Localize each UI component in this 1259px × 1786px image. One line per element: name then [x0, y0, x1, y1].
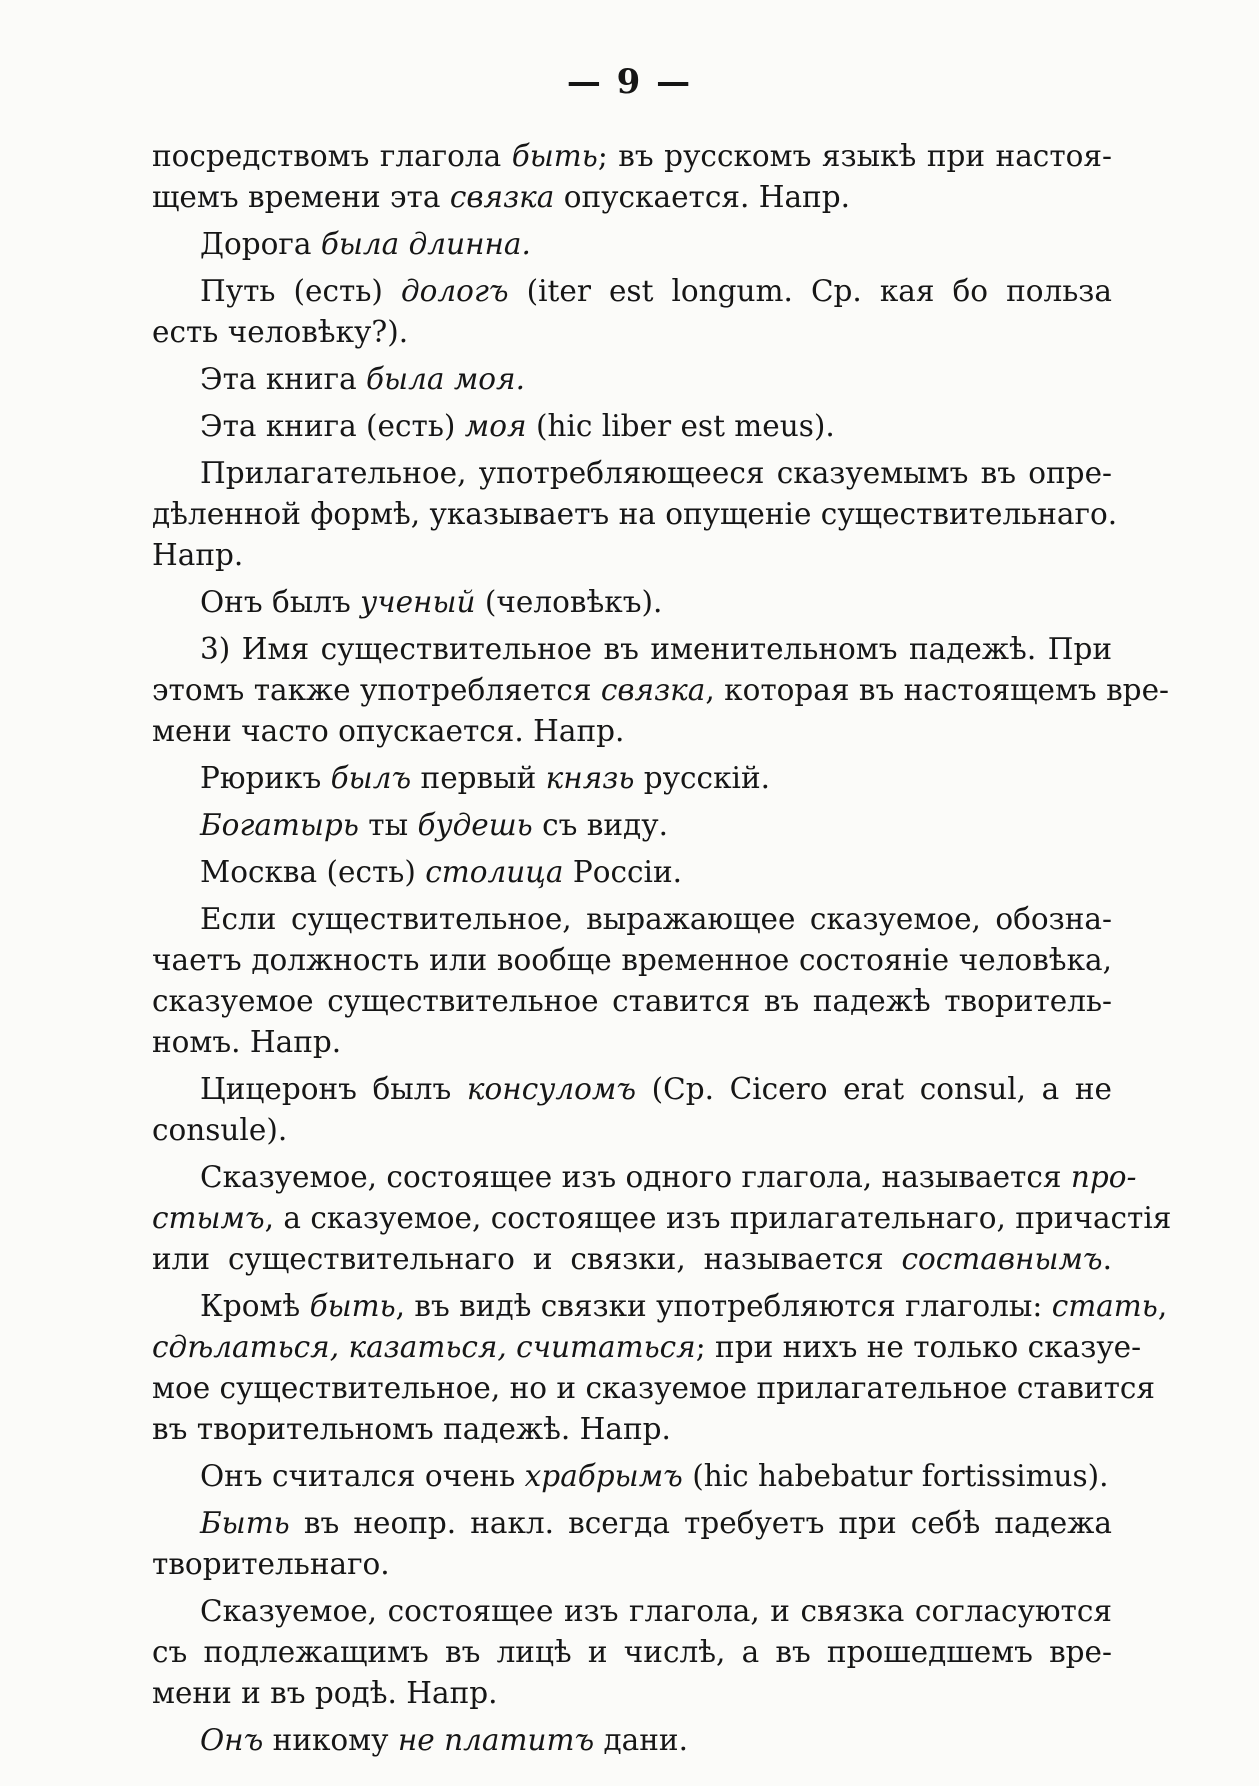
italic-term: моя	[464, 409, 527, 443]
text-run: Россіи.	[563, 855, 682, 889]
italic-term: составнымъ	[901, 1242, 1103, 1276]
text-run: въ творительномъ падежѣ. Напр.	[152, 1412, 671, 1446]
text-run: Цицеронъ былъ	[200, 1072, 467, 1106]
text-line	[152, 453, 1112, 494]
text-line	[152, 359, 1112, 400]
text-run: Кромѣ	[200, 1289, 310, 1323]
italic-term: про-	[1070, 1160, 1137, 1194]
italic-term: стымъ	[152, 1201, 265, 1235]
text-line	[152, 899, 1112, 940]
italic-term: былъ	[330, 761, 412, 795]
italic-term: князь	[545, 761, 635, 795]
text-line	[152, 1286, 1168, 1327]
text-run: Онъ считался очень	[200, 1459, 525, 1493]
italic-term: связка	[449, 180, 555, 214]
italic-term: дологъ	[400, 274, 509, 308]
text-run: чаетъ должность или вообще временное состояніе человѣка,	[152, 943, 1112, 977]
text-line	[152, 312, 1112, 353]
text-run: есть человѣку?).	[152, 315, 409, 349]
text-run: номъ. Напр.	[152, 1025, 342, 1059]
text-run: мое существительное, но и сказуемое прилагательное ставится	[152, 1371, 1156, 1405]
text-run: , которая въ настоящемъ вре-	[705, 673, 1169, 707]
text-run: 3) Имя существительное въ именительномъ падежѣ. При	[200, 632, 1112, 666]
text-run: Сказуемое, состоящее изъ глагола, и связка согласуются	[200, 1594, 1112, 1628]
text-run: (hic habebatur fortissimus).	[682, 1459, 1109, 1493]
text-line	[152, 1198, 1172, 1239]
italic-term: будешь	[417, 808, 533, 842]
text-run: ты	[358, 808, 418, 842]
text-line	[152, 582, 1112, 623]
text-run: Рюрикъ	[200, 761, 331, 795]
text-line	[152, 1591, 1112, 1632]
text-run: опускается. Напр.	[554, 180, 850, 214]
page-number: — 9 —	[566, 62, 693, 102]
italic-term: консуломъ	[466, 1072, 637, 1106]
text-run: сказуемое существительное ставится въ падежѣ творитель-	[152, 984, 1112, 1018]
text-line	[152, 670, 1169, 711]
text-run: Прилагательное, употребляющееся сказуемымъ въ опре-	[200, 456, 1112, 490]
text-run: (Ср. Cicero erat consul, а не	[636, 1072, 1112, 1106]
text-line	[152, 177, 1112, 218]
italic-term: сдѣлаться, казаться, считаться	[152, 1330, 696, 1364]
text-run: Онъ былъ	[200, 585, 361, 619]
text-run: ; при нихъ не только сказуе-	[695, 1330, 1142, 1364]
text-line	[152, 1110, 1112, 1151]
text-line	[152, 1409, 1112, 1450]
text-line	[152, 494, 1118, 535]
text-run: , а сказуемое, состоящее изъ прилагательнаго, причастія	[264, 1201, 1172, 1235]
text-run: никому	[263, 1723, 398, 1757]
text-run: , въ видѣ связки употребляются глаголы:	[395, 1289, 1052, 1323]
text-run: мени часто опускается. Напр.	[152, 714, 625, 748]
text-line	[152, 1456, 1112, 1497]
text-run: творительнаго.	[152, 1547, 390, 1581]
italic-term: быть	[511, 139, 598, 173]
text-line	[152, 1720, 1112, 1761]
text-run: ,	[1157, 1289, 1168, 1323]
italic-term: столица	[425, 855, 564, 889]
text-run: .	[1102, 1242, 1112, 1276]
text-line	[152, 940, 1112, 981]
text-line	[152, 535, 1112, 576]
text-line	[152, 805, 1112, 846]
text-line	[152, 224, 1112, 265]
text-line	[152, 1673, 1112, 1714]
text-run: Если существительное, выражающее сказуемое, обозна-	[200, 902, 1112, 936]
text-run: (человѣкъ).	[475, 585, 663, 619]
italic-term: связка	[600, 673, 706, 707]
text-run: русскій.	[634, 761, 770, 795]
text-line	[152, 711, 1112, 752]
text-run: ; въ русскомъ языкѣ при настоя-	[597, 139, 1112, 173]
text-run: дѣленной формѣ, указываетъ на опущеніе существительнаго.	[152, 497, 1118, 531]
text-run: (iter est longum. Ср. кая бо польза	[508, 274, 1112, 308]
text-line	[152, 1069, 1112, 1110]
italic-term: быть	[309, 1289, 396, 1323]
text-run: щемъ времени эта	[152, 180, 450, 214]
text-run: Эта книга	[200, 362, 367, 396]
text-line	[152, 852, 1112, 893]
text-run: или существительнаго и связки, называется	[152, 1242, 902, 1276]
text-run: въ неопр. накл. всегда требуетъ при себѣ падежа	[289, 1506, 1112, 1540]
italic-term: Онъ	[200, 1723, 264, 1757]
italic-term: Богатырь	[200, 808, 359, 842]
text-run: Москва (есть)	[200, 855, 426, 889]
text-line	[152, 136, 1112, 177]
text-line	[152, 629, 1112, 670]
body-text	[152, 136, 1172, 1761]
text-run: Дорога	[200, 227, 321, 261]
text-run: этомъ также употребляется	[152, 673, 601, 707]
text-line	[152, 406, 1112, 447]
text-line	[152, 758, 1112, 799]
italic-term: ученый	[360, 585, 476, 619]
text-line	[152, 1368, 1156, 1409]
text-run: Напр.	[152, 538, 244, 572]
text-run: (hic liber est meus).	[526, 409, 835, 443]
text-run: съ виду.	[532, 808, 668, 842]
text-line	[152, 1239, 1112, 1280]
text-line	[152, 1157, 1137, 1198]
text-line	[152, 1327, 1142, 1368]
text-line	[152, 271, 1112, 312]
text-run: Путь (есть)	[200, 274, 401, 308]
text-line	[152, 1503, 1112, 1544]
text-run: consule).	[152, 1113, 288, 1147]
italic-term: не платитъ	[397, 1723, 595, 1757]
text-line	[152, 981, 1112, 1022]
text-run: Сказуемое, состоящее изъ одного глагола, называется	[200, 1160, 1071, 1194]
text-run: первый	[411, 761, 546, 795]
text-run: Эта книга (есть)	[200, 409, 465, 443]
text-run: посредствомъ глагола	[152, 139, 512, 173]
italic-term: была длинна.	[320, 227, 531, 261]
italic-term: храбрымъ	[524, 1459, 683, 1493]
italic-term: стать	[1051, 1289, 1158, 1323]
text-run: дани.	[594, 1723, 688, 1757]
text-line	[152, 1544, 1112, 1585]
text-line	[152, 1632, 1112, 1673]
italic-term: Быть	[200, 1506, 290, 1540]
italic-term: была моя.	[366, 362, 525, 396]
text-run: мени и въ родѣ. Напр.	[152, 1676, 498, 1710]
text-line	[152, 1022, 1112, 1063]
text-run: съ подлежащимъ въ лицѣ и числѣ, а въ прошедшемъ вре-	[152, 1635, 1112, 1669]
